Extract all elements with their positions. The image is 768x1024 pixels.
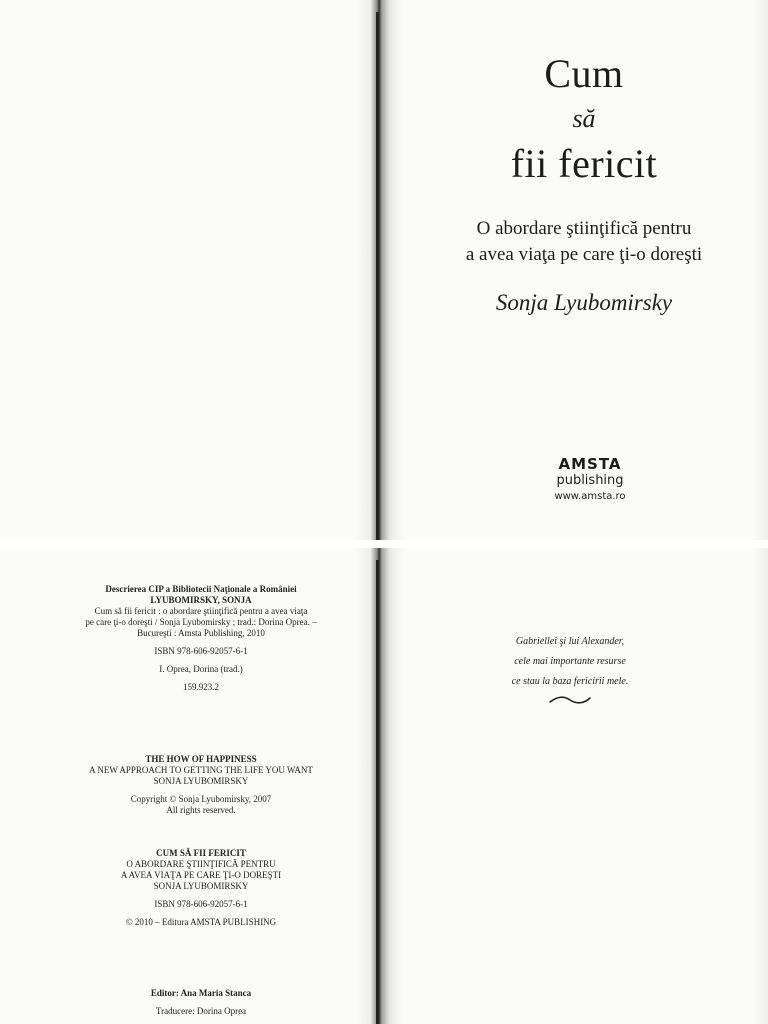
page-edge-shadow [754, 548, 768, 1024]
subtitle-line1: O abordare ştiinţifică pentru [476, 218, 692, 239]
subtitle-line2: a avea viaţa pe care ţi-o doreşti [465, 244, 703, 265]
scan-separator [0, 540, 768, 548]
editor-credit: Editor: Ana Maria Stanca [150, 988, 252, 998]
romanian-subtitle2: A AVEA VIAŢA PE CARE ŢI-O DOREŞTI [120, 870, 282, 880]
original-copyright: Copyright © Sonja Lyubomirsky, 2007 [130, 794, 272, 804]
romanian-subtitle1: O ABORDARE ŞTIINŢIFICĂ PENTRU [126, 859, 276, 869]
book-title-line3: fii fericit [510, 141, 658, 186]
dedication-line3: ce stau la baza fericirii mele. [511, 676, 629, 687]
dedication-text [440, 632, 700, 692]
cip-heading: Descrierea CIP a Bibliotecii Naţionale a României [105, 584, 297, 594]
cip-line3: Bucureşti : Amsta Publishing, 2010 [137, 628, 265, 638]
imprint-spread [0, 548, 768, 1024]
book-gutter-shadow [356, 548, 404, 1024]
book-author: Sonja Lyubomirsky [495, 290, 673, 315]
cip-classification: 159.923.2 [183, 682, 219, 692]
romanian-title: CUM SĂ FII FERICIT [156, 848, 246, 858]
cip-author: LYUBOMIRSKY, SONJA [150, 595, 252, 605]
publisher-url: www.amsta.ro [554, 491, 626, 502]
publisher-logo [510, 456, 670, 505]
cip-record [40, 584, 362, 693]
blank-left-page [0, 0, 372, 540]
book-title-line1: Cum [544, 51, 624, 96]
dedication-line2: cele mai importante resurse [514, 656, 626, 667]
dedication-page [380, 548, 768, 1024]
romanian-copyright: © 2010 – Editura AMSTA PUBLISHING [125, 917, 277, 927]
copyright-page [0, 548, 372, 1024]
cip-line2: pe care ţi-o doreşti / Sonja Lyubomirsky ; trad.: Dorina Oprea. – [85, 617, 317, 627]
credits [40, 988, 362, 1017]
publisher-name: AMSTA [558, 455, 622, 473]
book-title-line2: să [572, 104, 596, 133]
book-spine-line [376, 560, 379, 1024]
cip-translator: I. Oprea, Dorina (trad.) [159, 664, 243, 674]
dedication-line1: Gabriellei şi lui Alexander, [515, 636, 625, 647]
cip-line1: Cum să fii fericit : o abordare ştiinţifică pentru a avea viaţa [94, 606, 308, 616]
romanian-isbn: ISBN 978-606-92057-6-1 [154, 899, 248, 909]
title-page [380, 0, 768, 540]
original-title: THE HOW OF HAPPINESS [145, 754, 257, 764]
cip-isbn: ISBN 978-606-92057-6-1 [154, 646, 248, 656]
original-subtitle: A NEW APPROACH TO GETTING THE LIFE YOU WANT [89, 765, 313, 775]
book-spine-line [376, 12, 379, 540]
book-subtitle [400, 216, 768, 268]
original-rights: All rights reserved. [166, 805, 236, 815]
romanian-author: SONJA LYUBOMIRSKY [153, 881, 249, 891]
swash-ornament-icon [548, 694, 592, 706]
original-author: SONJA LYUBOMIRSKY [153, 776, 249, 786]
book-gutter-shadow [356, 0, 404, 540]
publisher-subtitle: publishing [556, 473, 624, 488]
translation-credit: Traducere: Dorina Oprea [155, 1006, 247, 1016]
original-edition-info [40, 754, 362, 816]
romanian-edition-info [40, 848, 362, 928]
